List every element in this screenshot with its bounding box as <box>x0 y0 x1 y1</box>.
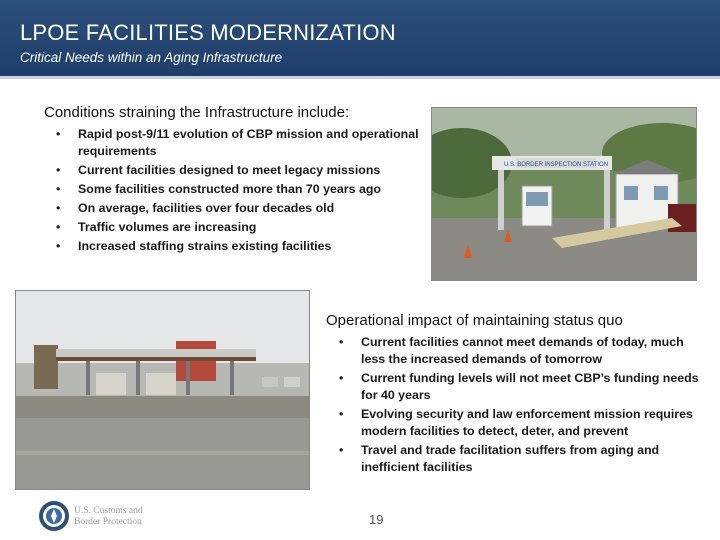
cbp-logo-text <box>74 506 164 528</box>
list-item: • Current facilities cannot meet demands of today, much less the increased demands of tomorrow <box>339 334 705 368</box>
list-item: • Current facilities designed to meet legacy missions <box>56 162 428 179</box>
list-item: • Traffic volumes are increasing <box>56 219 428 236</box>
page-number: 19 <box>369 512 384 527</box>
logo-line-1: U.S. Customs and <box>74 506 143 516</box>
slide-title: LPOE FACILITIES MODERNIZATION <box>20 20 396 45</box>
list-item: • Travel and trade facilitation suffers from aging and inefficient facilities <box>339 442 705 476</box>
list-item: • Increased staffing strains existing facilities <box>56 238 428 255</box>
header-divider <box>0 76 720 79</box>
conditions-heading: Conditions straining the Infrastructure include: <box>44 104 350 121</box>
impact-heading: Operational impact of maintaining status quo <box>326 312 623 329</box>
impact-list <box>339 334 705 478</box>
conditions-list <box>56 126 428 257</box>
station-sign-text: U.S. BORDER INSPECTION STATION <box>503 162 609 168</box>
list-item: • Current funding levels will not meet CBP’s funding needs for 40 years <box>339 370 705 404</box>
logo-line-2: Border Protection <box>74 517 142 527</box>
list-item: • Some facilities constructed more than 70 years ago <box>56 181 428 198</box>
old-port-of-entry-photo <box>15 290 310 490</box>
list-item: • On average, facilities over four decades old <box>56 200 428 217</box>
list-item: • Rapid post-9/11 evolution of CBP mission and operational requirements <box>56 126 428 160</box>
slide-subtitle: Critical Needs within an Aging Infrastructure <box>20 50 283 65</box>
list-item: • Evolving security and law enforcement mission requires modern facilities to detect, deter, and prevent <box>339 406 705 440</box>
title-banner <box>0 0 720 76</box>
dhs-seal-icon <box>38 500 70 532</box>
inspection-station-photo <box>431 107 697 281</box>
